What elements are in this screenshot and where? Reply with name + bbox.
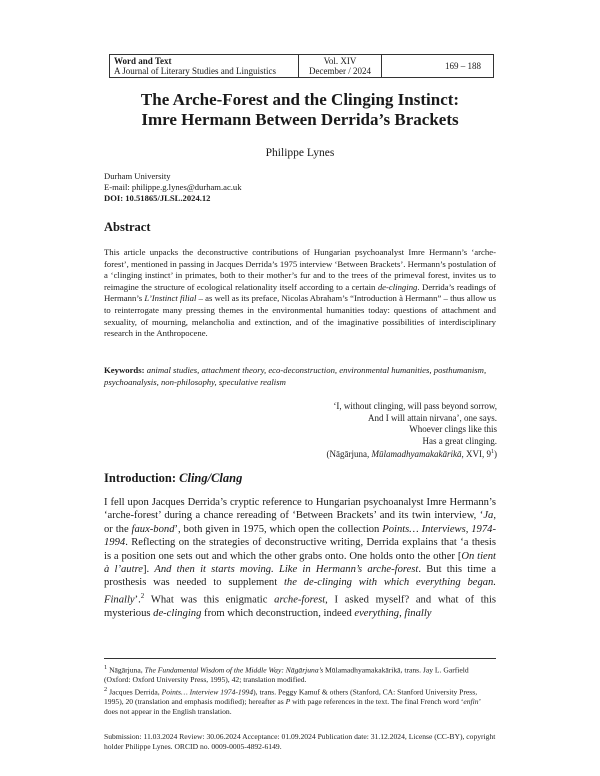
epigraph-line: And I will attain nirvana’, one says. [368, 412, 497, 423]
footnote-ref[interactable]: 2 [140, 591, 145, 600]
source-part: , XVI, 9 [461, 449, 491, 460]
text-em: everything, finally [354, 607, 432, 619]
footnote-number: 2 [104, 686, 108, 694]
text-part: What was this enigmatic [144, 594, 275, 606]
volume-info [299, 55, 382, 77]
affiliation: Durham University [104, 171, 171, 181]
heading-em: Cling/Clang [179, 471, 243, 485]
title-line-1: The Arche-Forest and the Clinging Instinct: [140, 90, 460, 109]
keywords-label: Keywords: [104, 365, 145, 375]
footnote-part: Mūlamadhyamakakārikā, trans. Jay L. Garfield (Oxford: Oxford University Press, 1995), 42; translation modified. [104, 665, 469, 685]
footnote-part: ’ does not appear in the English translation. [104, 697, 481, 717]
epigraph [280, 401, 497, 461]
abstract-text [104, 247, 496, 340]
text-part: . Reflecting on the strategies of deconstructive writing, Derrida explains that ‘a thesis is a position one sets out and which the other grabs onto. One holds onto the other [ [104, 537, 496, 562]
doi[interactable]: DOI: 10.51865/JLSL.2024.12 [104, 193, 211, 203]
text-part: ’. [134, 594, 141, 606]
text-part: from which deconstruction, indeed [201, 607, 355, 619]
article-title [90, 90, 510, 130]
text-em: the de-clinging with which everything began. Finally [104, 577, 496, 606]
text-part: ]. [142, 564, 155, 576]
epigraph-line: ‘I, without clinging, will pass beyond sorrow, [333, 401, 497, 411]
text-em: faux-bond [131, 523, 175, 535]
footnote-em: Points… Interview 1974-1994 [161, 687, 254, 697]
text-part: I fell upon Jacques Derrida’s cryptic reference to Hungarian psychoanalyst Imre Hermann’s ‘arche-forest’ during a chance rereading of ‘Between Brackets’ and its twin interview, ‘ [104, 497, 496, 522]
keywords-list: animal studies, attachment theory, eco-deconstruction, environmental humanities, posthumanism, psychoanalysis, non-philosophy, speculative realism [104, 365, 487, 387]
abstract-part: . Derrida’s readings of Hermann’s [104, 281, 496, 304]
abstract-part: – as well as its preface, Nicolas Abraham’s “Introduction à Hermann” – thus allow us to reinterrogate many pressing themes in the environmental humanities today: questions of attachment and sexuality, of mourning, melancholia and extinction, and of the imaginative possibilities of interdisciplinary research in the Anthropocene. [104, 293, 496, 339]
email[interactable]: E-mail: philippe.g.lynes@durham.ac.uk [104, 182, 242, 192]
journal-subtitle: A Journal of Literary Studies and Linguistics [114, 66, 276, 76]
epigraph-source [280, 447, 497, 461]
submission-info: Submission: 11.03.2024 Review: 30.06.2024 Acceptance: 01.09.2024 Publication date: 31.12.2024, License (CC-BY), copyright holder Philippe Lynes. ORCID no. 0009-0005-4892-6149. [104, 732, 496, 751]
introduction-heading [104, 471, 242, 486]
footnote-part: Jacques Derrida, [107, 687, 162, 697]
author-details [104, 171, 242, 204]
text-em: arche-forest [274, 594, 326, 606]
volume: Vol. XIV [323, 56, 357, 66]
issue-date: December / 2024 [309, 66, 371, 76]
journal-header [109, 54, 494, 78]
footnote-divider [104, 658, 496, 659]
source-part: ) [494, 449, 497, 460]
introduction-paragraph [104, 496, 496, 620]
source-part: (Nāgārjuna, [326, 449, 372, 460]
footnotes [104, 663, 496, 717]
footnote-ref[interactable]: 1 [491, 449, 494, 456]
text-em: And then it starts moving. Like in Hermann’s arche-forest [154, 564, 419, 576]
title-line-2: Imre Hermann Between Derrida’s Brackets [141, 110, 459, 129]
footnote-em: enfin [463, 697, 479, 707]
journal-name: Word and Text [114, 56, 172, 66]
abstract-em: de-clinging [377, 281, 418, 292]
page-range: 169 – 188 [445, 61, 481, 71]
text-em: On tient à l’autre [104, 550, 496, 576]
footnote-number: 1 [104, 664, 108, 671]
abstract-em: L’Instinct filial [144, 293, 197, 304]
epigraph-line: Has a great clinging. [422, 435, 497, 446]
footnote-em: The Fundamental Wisdom of the Middle Way: Nāgārjuna’s [144, 665, 324, 675]
text-em: Ja [483, 510, 494, 522]
journal-info [110, 55, 299, 77]
keywords [104, 365, 496, 388]
abstract-part: This article unpacks the deconstructive contributions of Hungarian psychoanalyst Imre Hermann’s ‘arche-forest’, mentioned in passing in Jacques Derrida’s 1975 interview ‘Between Brackets’. Hermann’s postulation of a ‘clinging instinct’ in primates, both to their mother’s fur and to the trees of the primeval forest, invites us to reimagine the structure of ecological relationality itself according to a certain [104, 247, 496, 292]
footnote-part: Nāgārjuna, [107, 665, 145, 675]
text-part: . But this time a prosthesis was needed to supplement [104, 564, 497, 589]
footnote-1 [104, 663, 496, 685]
heading-part: Introduction: [104, 471, 180, 485]
abstract-heading: Abstract [104, 220, 151, 234]
footnote-em: P [285, 697, 291, 707]
author-name: Philippe Lynes [265, 147, 335, 159]
footnote-part: ), trans. Peggy Kamuf & others (Stanford, CA: Stanford University Press, 1995), 20 (translation and emphasis modified); hereafter as [104, 687, 478, 707]
footnote-part: with page references in the text. The final French word ‘ [290, 697, 464, 707]
text-part: , or the [104, 510, 496, 535]
footnote-2 [104, 685, 496, 717]
text-part: , I asked myself? and what of this mysterious [104, 594, 497, 619]
text-em: Points… Interviews, 1974-1994 [104, 523, 496, 549]
source-title: Mūlamadhyamakakārikā [371, 449, 462, 460]
text-part: ’, both given in 1975, which open the collection [174, 523, 383, 535]
text-em: de-clinging [153, 607, 202, 619]
epigraph-line: Whoever clings like this [409, 424, 497, 435]
